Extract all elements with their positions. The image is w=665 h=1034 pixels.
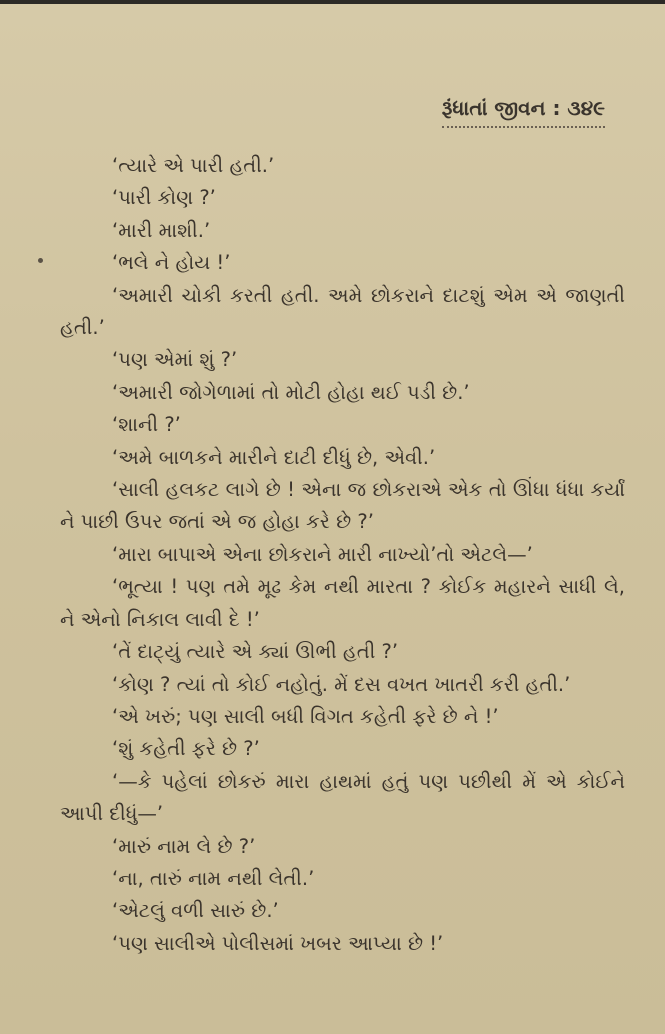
dialogue-line: ‘ભલે ને હોય !’	[112, 251, 231, 275]
page-top-edge	[0, 0, 665, 4]
dialogue-line: ‘કોણ ? ત્યાં તો કોઈ નહોતું. મેં દસ વખત ખાતરી કરી હતી.’	[112, 672, 571, 696]
dialogue-line: ‘મારી માશી.’	[112, 218, 211, 242]
dialogue-line: ‘મારા બાપાએ એના છોકરાને મારી નાખ્યો’તો એટલે—’	[112, 542, 533, 566]
dialogue-line: ‘ત્યારે એ પારી હતી.’	[112, 154, 275, 177]
dialogue-line: ‘ભૂત્યા ! પણ તમે મૂઢ કેમ નથી મારતા ? કોઈક મહારને સાધી લે, ને એનો નિકાલ લાવી દે !’	[60, 575, 625, 631]
page-body	[60, 150, 625, 960]
dialogue-line: ‘પણ સાલીએ પોલીસમાં ખબર આપ્યા છે !’	[112, 931, 444, 955]
dialogue-line: ‘ના, તારું નામ નથી લેતી.’	[112, 866, 315, 890]
dialogue-line: ‘એટલું વળી સારું છે.’	[112, 899, 279, 923]
dialogue-line: ‘સાલી હલકટ લાગે છે ! એના જ છોકરાએ એક તો ઊંધા ધંધા કર્યાં ને પાછી ઉપર જતાં એ જ હોહા કરે છે ?’	[60, 478, 625, 534]
dialogue-line: ‘પારી કોણ ?’	[112, 186, 216, 210]
dialogue-line: ‘મારું નામ લે છે ?’	[112, 834, 256, 858]
dialogue-line: ‘અમે બાળકને મારીને દાટી દીધું છે, એવી.’	[112, 445, 436, 469]
dialogue-line: ‘અમારી ચોકી કરતી હતી. અમે છોકરાને દાટશું એમ એ જાણતી હતી.’	[60, 283, 625, 340]
dialogue-line: ‘અમારી જોગેળામાં તો મોટી હોહા થઈ પડી છે.’	[112, 380, 470, 404]
dialogue-line: ‘તેં દાટ્યું ત્યારે એ ક્યાં ઊભી હતી ?’	[112, 640, 399, 664]
dialogue-line: ‘એ ખરું; પણ સાલી બધી વિગત કહેતી ફરે છે ને !’	[112, 704, 499, 728]
ink-speck	[38, 258, 43, 263]
dialogue-line: ‘પણ એમાં શું ?’	[112, 348, 238, 372]
dialogue-line: ‘—કે પહેલાં છોકરું મારા હાથમાં હતું પણ પછીથી મેં એ કોઈને આપી દીધું—’	[60, 769, 625, 826]
dialogue-line: ‘શાની ?’	[112, 413, 181, 437]
dialogue-line: ‘શું કહેતી ફરે છે ?’	[112, 737, 260, 761]
running-head: રૂંધાતાં જીવન : ૩૪૯	[442, 96, 605, 128]
